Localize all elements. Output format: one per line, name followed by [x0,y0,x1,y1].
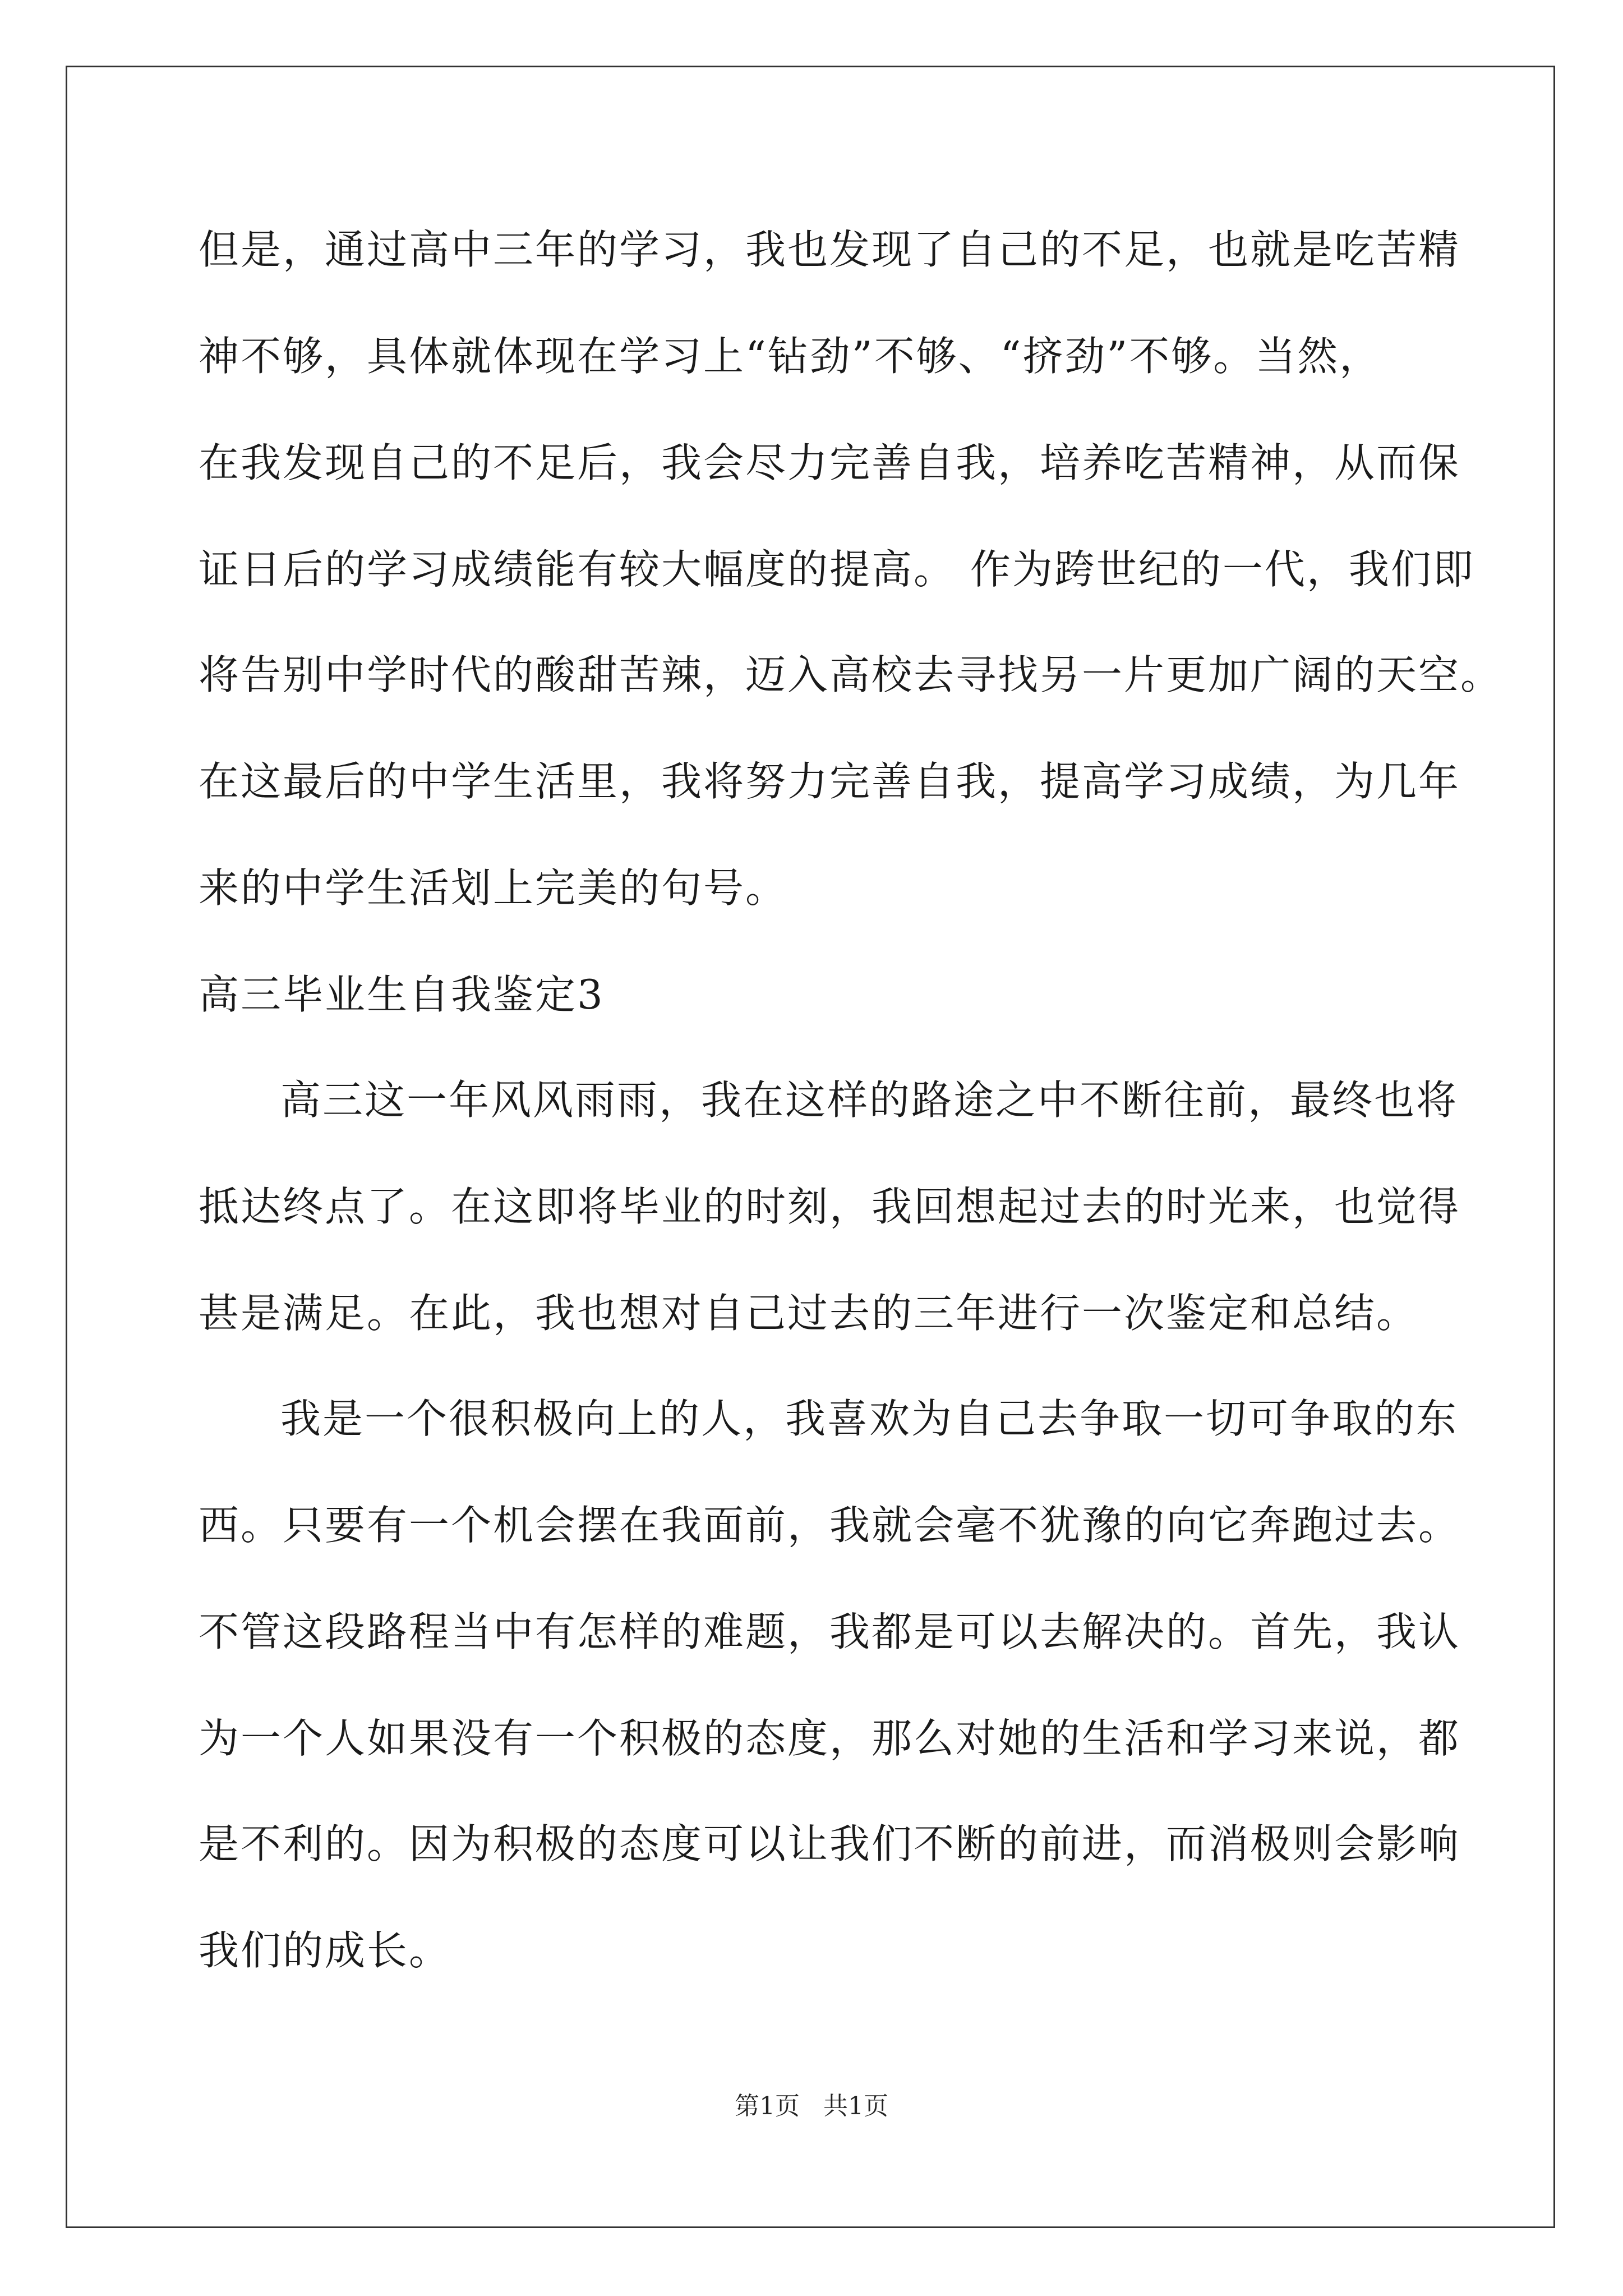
body-text-line: 神不够，具体就体现在学习上“钻劲”不够、“挤劲”不够。当然， [199,333,1382,380]
body-text-line: 高三这一年风风雨雨，我在这样的路途之中不断往前，最终也将 [280,1076,1459,1124]
page-border [66,66,1555,2228]
body-text-line: 抵达终点了。在这即将毕业的时刻，我回想起过去的时光来，也觉得 [199,1183,1461,1230]
body-text-line: 为一个人如果没有一个积极的态度，那么对她的生活和学习来说，都 [199,1715,1461,1762]
body-text-line: 在我发现自己的不足后，我会尽力完善自我，培养吃苦精神，从而保 [199,439,1461,486]
body-text-line: 将告别中学时代的酸甜苦辣，迈入高校去寻找另一片更加广阔的天空。 [199,651,1503,698]
body-text-line: 西。只要有一个机会摆在我面前，我就会毫不犹豫的向它奔跑过去。 [199,1502,1461,1549]
body-text-line: 但是，通过高中三年的学习，我也发现了自己的不足，也就是吃苦精 [199,226,1461,273]
body-text-line: 不管这段路程当中有怎样的难题，我都是可以去解决的。首先，我认 [199,1608,1461,1655]
body-text-line: 在这最后的中学生活里，我将努力完善自我，提高学习成绩，为几年 [199,758,1461,805]
section-heading: 高三毕业生自我鉴定3 [199,971,605,1018]
page-number-footer: 第1页 共1页 [735,2092,888,2120]
body-text-line: 证日后的学习成绩能有较大幅度的提高。 作为跨世纪的一代，我们即 [199,546,1475,593]
body-text-line: 是不利的。因为积极的态度可以让我们不断的前进，而消极则会影响 [199,1820,1461,1867]
body-text-line: 甚是满足。在此，我也想对自己过去的三年进行一次鉴定和总结。 [199,1290,1419,1337]
body-text-line: 我们的成长。 [199,1927,451,1974]
body-text-line: 来的中学生活划上完美的句号。 [199,864,788,912]
body-text-line: 我是一个很积极向上的人，我喜欢为自己去争取一切可争取的东 [280,1395,1459,1442]
